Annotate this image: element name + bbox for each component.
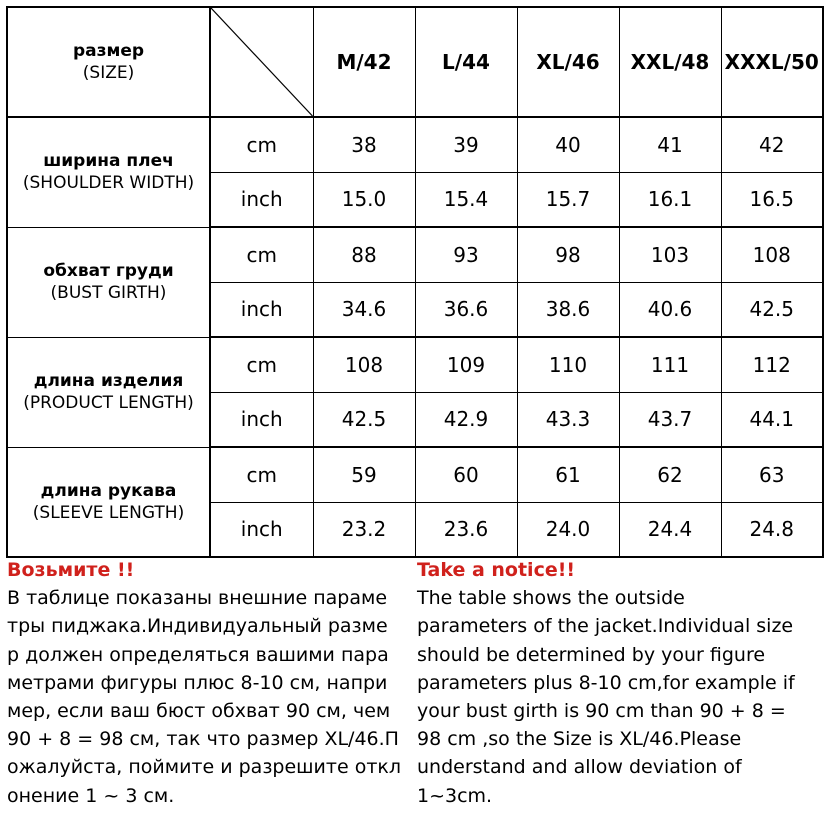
measure-label-en: (PRODUCT LENGTH) [23,393,194,413]
notice-line: 1~3cm. [417,784,493,807]
value-cell: 103 [619,227,721,282]
diagonal-corner-cell [210,7,313,117]
notice-line: тры пиджака.Индивидуальный разме [7,615,388,638]
unit-cell: inch [210,502,313,557]
notice-line: В таблице показаны внешние параме [7,587,388,610]
value-cell: 24.0 [517,502,619,557]
value-cell: 38 [313,117,415,172]
value-cell: 110 [517,337,619,392]
value-cell: 40 [517,117,619,172]
value-cell: 15.7 [517,172,619,227]
notice-line: 98 cm ,so the Size is XL/46.Please [417,728,742,751]
measure-label-ru: длина рукава [40,480,177,501]
value-cell: 40.6 [619,282,721,337]
measure-label-ru: длина изделия [33,371,184,391]
unit-cell: inch [210,282,313,337]
size-column-header: L/44 [415,7,517,117]
measure-label-cell [7,337,210,447]
value-cell: 34.6 [313,282,415,337]
measure-label-ru: обхват груди [43,261,174,281]
value-cell: 42 [721,117,823,172]
notice-line: ожалуйста, поймите и разрешите откл [7,756,402,779]
value-cell: 36.6 [415,282,517,337]
value-cell: 38.6 [517,282,619,337]
value-cell: 60 [415,447,517,502]
unit-cell: cm [210,227,313,282]
unit-cell: inch [210,392,313,447]
value-cell: 43.7 [619,392,721,447]
notice-russian [7,556,411,810]
unit-cell: cm [210,117,313,172]
notice-line: should be determined by your figure [417,643,766,666]
value-cell: 111 [619,337,721,392]
table-row [7,447,823,502]
value-cell: 61 [517,447,619,502]
value-cell: 24.8 [721,502,823,557]
size-chart-table [6,6,824,558]
measure-label-ru: ширина плеч [43,151,174,172]
notice-line: метрами фигуры плюс 8-10 см, напри [7,671,388,694]
size-header-row [7,7,823,117]
notice-line: parameters of the jacket.Individual size [417,615,794,638]
size-label-en: (SIZE) [82,63,135,83]
table-row [7,337,823,392]
size-header-cell [7,7,210,117]
value-cell: 112 [721,337,823,392]
value-cell: 93 [415,227,517,282]
value-cell: 16.5 [721,172,823,227]
measure-label-cell [7,227,210,337]
value-cell: 23.6 [415,502,517,557]
notice-line: мер, если ваш бюст обхват 90 см, чем [7,700,391,723]
measure-label-en: (SHOULDER WIDTH) [22,173,195,194]
notice-line: The table shows the outside [417,587,685,610]
value-cell: 42.9 [415,392,517,447]
measure-label-en: (SLEEVE LENGTH) [32,502,185,523]
value-cell: 15.0 [313,172,415,227]
value-cell: 24.4 [619,502,721,557]
measure-label-cell [7,447,210,557]
value-cell: 63 [721,447,823,502]
value-cell: 23.2 [313,502,415,557]
size-column-header: XXL/48 [619,7,721,117]
unit-cell: cm [210,447,313,502]
notice-english [417,556,827,810]
size-column-header: M/42 [313,7,415,117]
notice-line: parameters plus 8-10 cm,for example if [417,671,795,694]
value-cell: 108 [313,337,415,392]
unit-cell: inch [210,172,313,227]
size-label-ru: размер [72,41,145,61]
table-row [7,117,823,172]
notice-title-ru: Возьмите !! [7,559,135,581]
value-cell: 88 [313,227,415,282]
notice-line: онение 1 ~ 3 см. [7,784,175,807]
value-cell: 15.4 [415,172,517,227]
value-cell: 42.5 [721,282,823,337]
measure-label-en: (BUST GIRTH) [50,283,167,303]
value-cell: 42.5 [313,392,415,447]
diagonal-line [211,8,313,116]
size-column-header: XXXL/50 [721,7,823,117]
value-cell: 44.1 [721,392,823,447]
notice-line: your bust girth is 90 cm than 90 + 8 = [417,700,786,723]
notice-title-en: Take a notice!! [417,559,576,581]
value-cell: 16.1 [619,172,721,227]
unit-cell: cm [210,337,313,392]
value-cell: 108 [721,227,823,282]
value-cell: 109 [415,337,517,392]
value-cell: 59 [313,447,415,502]
notice-line: understand and allow deviation of [417,756,742,779]
value-cell: 62 [619,447,721,502]
notice-line: р должен определяться вашими пара [7,643,389,666]
value-cell: 98 [517,227,619,282]
value-cell: 39 [415,117,517,172]
size-column-header: XL/46 [517,7,619,117]
table-row [7,227,823,282]
value-cell: 41 [619,117,721,172]
measure-label-cell [7,117,210,227]
value-cell: 43.3 [517,392,619,447]
notice-line: 90 + 8 = 98 см, так что размер XL/46.П [7,728,399,751]
